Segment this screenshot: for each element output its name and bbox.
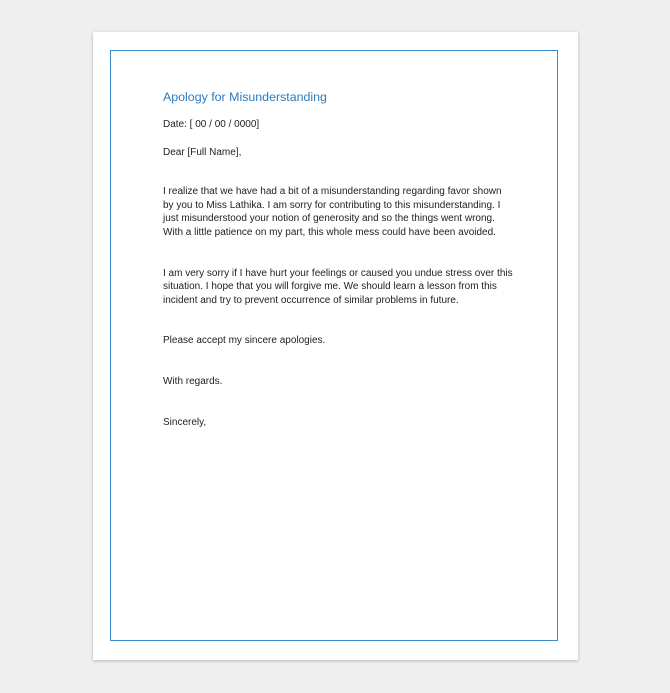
letter-paragraph-1: I realize that we have had a bit of a misunderstanding regarding favor shown by you to Miss Lathika. I am sorry for contributing to this misunderstanding. I just misunderstood your notion of generosity and so the things went wrong. With a little patience on my part, this whole mess could have been avoided. — [163, 186, 502, 238]
letter-paragraph-2: I am very sorry if I have hurt your feelings or caused you undue stress over this situation. I hope that you will forgive me. We should learn a lesson from this incident and try to prevent occurrence of similar problems in future. — [163, 267, 513, 306]
letter-body — [163, 90, 513, 429]
letter-date: Date: [ 00 / 00 / 0000] — [163, 119, 260, 130]
letter-closing: With regards. — [163, 375, 223, 387]
letter-greeting: Dear [Full Name], — [163, 146, 242, 158]
letter-signoff: Sincerely, — [163, 416, 207, 428]
letter-paragraph-3: Please accept my sincere apologies. — [163, 335, 326, 347]
letter-title: Apology for Misunderstanding — [163, 90, 327, 104]
document-page — [93, 32, 578, 660]
